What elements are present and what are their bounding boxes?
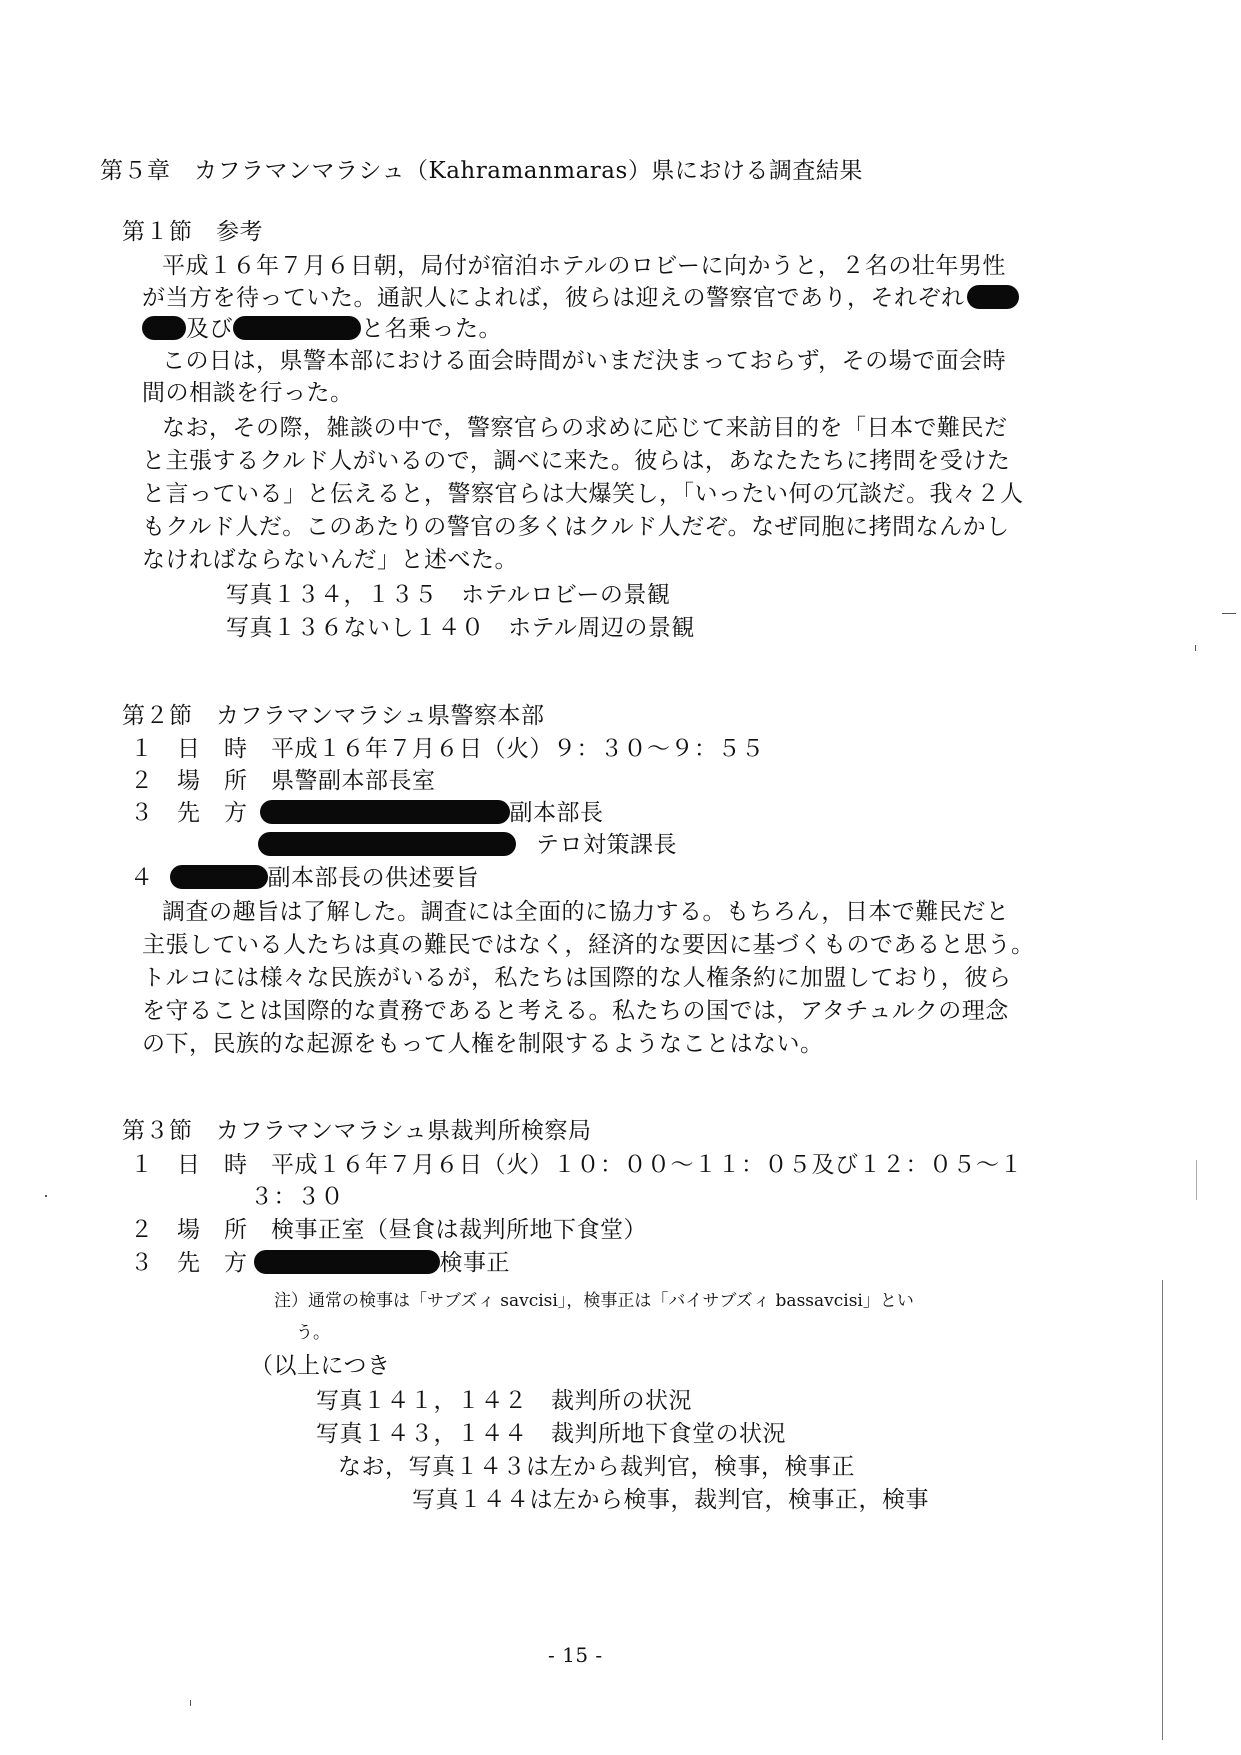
sec1-para3-line5: なければならないんだ」と述べた。 — [142, 547, 518, 573]
scan-artifact — [1162, 1280, 1163, 1740]
sec2-item-datetime: １ 日 時 平成１６年７月６日（火）９：３０～９：５５ — [130, 736, 765, 762]
sec2-statement-line5: の下，民族的な起源をもって人権を制限するようなことはない。 — [142, 1031, 824, 1057]
sec3-photo-ref-1: 写真１４１，１４２ 裁判所の状況 — [316, 1388, 692, 1414]
sec3-note-line1: 注）通常の検事は「サブズィ savcisi」，検事正は「バイサブズィ bassavcisi」とい — [274, 1291, 914, 1311]
sec1-para3-line3: と言っている」と伝えると，警察官らは大爆笑し，「いったい何の冗談だ。我々２人 — [142, 481, 1024, 507]
redaction-block — [258, 832, 516, 856]
sec3-item-datetime-line2: ３：３０ — [250, 1184, 344, 1210]
sec2-item-counterpart — [130, 798, 604, 828]
sec2-item-statement-label: 副本部長の供述要旨 — [267, 865, 479, 891]
sec3-item-datetime-line1: １ 日 時 平成１６年７月６日（火）１０：００～１１：０５及び１２：０５～１ — [130, 1152, 1023, 1178]
sec2-item-counterpart-label: ３ 先 方 — [130, 800, 248, 826]
sec2-item-counterpart-2 — [258, 830, 677, 860]
sec2-statement-line1: 調査の趣旨は了解した。調査には全面的に協力する。もちろん，日本で難民だと — [162, 899, 1010, 925]
sec2-statement-line3: トルコには様々な民族がいるが，私たちは国際的な人権条約に加盟しており，彼ら — [142, 965, 1012, 991]
scan-artifact — [1195, 645, 1196, 651]
sec3-photo-intro: （以上につき — [250, 1353, 391, 1379]
sec1-para1-line2-text: が当方を待っていた。通訳人によれば，彼らは迎えの警察官であり，それぞれ — [142, 285, 965, 311]
redaction-block — [142, 316, 186, 340]
scan-artifact — [1222, 613, 1236, 614]
sec3-photo-note-1: なお，写真１４３は左から裁判官，検事，検事正 — [338, 1454, 855, 1480]
sec3-photo-note-2: 写真１４４は左から検事，裁判官，検事正，検事 — [412, 1487, 929, 1513]
sec2-item-place: ２ 場 所 県警副本部長室 — [130, 768, 436, 794]
redaction-block — [260, 800, 510, 824]
sec2-item-statement — [130, 863, 479, 893]
sec2-item-statement-num: ４ — [130, 865, 154, 891]
sec1-photo-ref-1: 写真１３４，１３５ ホテルロビーの景観 — [226, 582, 671, 608]
sec2-statement-line4: を守ることは国際的な責務であると考える。私たちの国では，アタチュルクの理念 — [142, 998, 1009, 1024]
sec3-note-line2: う。 — [296, 1323, 330, 1343]
redaction-block — [254, 1250, 440, 1274]
sec1-para2-line2: 間の相談を行った。 — [142, 380, 354, 406]
chapter-title: 第５章 カフラマンマラシュ（Kahramanmaras）県における調査結果 — [100, 158, 863, 184]
sec2-statement-line2: 主張している人たちは真の難民ではなく，経済的な要因に基づくものであると思う。 — [142, 932, 1035, 958]
sec1-para1-line3-and: 及び — [186, 316, 233, 342]
redaction-block — [967, 285, 1019, 309]
sec3-item-place: ２ 場 所 検事正室（昼食は裁判所地下食堂） — [130, 1217, 647, 1243]
sec1-para3-line2: と主張するクルド人がいるので，調べに来た。彼らは，あなたたちに拷問を受けた — [142, 448, 1011, 474]
sec1-photo-ref-2: 写真１３６ないし１４０ ホテル周辺の景観 — [226, 615, 695, 641]
sec2-role-counterterror-chief: テロ対策課長 — [536, 832, 677, 858]
sec3-role-chief-prosecutor: 検事正 — [439, 1250, 510, 1276]
sec1-para1-line2 — [142, 283, 1019, 313]
redaction-block — [170, 865, 268, 889]
scan-artifact — [190, 1700, 191, 1706]
sec1-para3-line4: もクルド人だ。このあたりの警官の多くはクルド人だぞ。なぜ同胞に拷問なんかし — [142, 514, 1010, 540]
sec3-photo-ref-2: 写真１４３，１４４ 裁判所地下食堂の状況 — [316, 1421, 786, 1447]
scan-artifact — [45, 1195, 47, 1197]
section-3-heading: 第３節 カフラマンマラシュ県裁判所検察局 — [122, 1118, 592, 1144]
sec1-para1-line3-tail: と名乗った。 — [361, 316, 502, 342]
sec1-para3-line1: なお，その際，雑談の中で，警察官らの求めに応じて来訪目的を「日本で難民だ — [162, 415, 1008, 441]
sec3-item-counterpart-label: ３ 先 方 — [130, 1250, 248, 1276]
section-2-heading: 第２節 カフラマンマラシュ県警察本部 — [122, 703, 545, 729]
sec3-item-counterpart — [130, 1248, 510, 1278]
sec1-para1-line3 — [142, 314, 502, 344]
redaction-block — [233, 316, 361, 340]
sec1-para2-line1: この日は，県警本部における面会時間がいまだ決まっておらず，その場で面会時 — [162, 348, 1007, 374]
section-1-heading: 第１節 参考 — [122, 219, 263, 245]
sec1-para1-line1: 平成１６年７月６日朝，局付が宿泊ホテルのロビーに向かうと，２名の壮年男性 — [162, 253, 1006, 279]
page-number: - 15 - — [548, 1643, 603, 1667]
scan-artifact — [1196, 1160, 1197, 1200]
sec2-role-deputy-chief: 副本部長 — [509, 800, 604, 826]
